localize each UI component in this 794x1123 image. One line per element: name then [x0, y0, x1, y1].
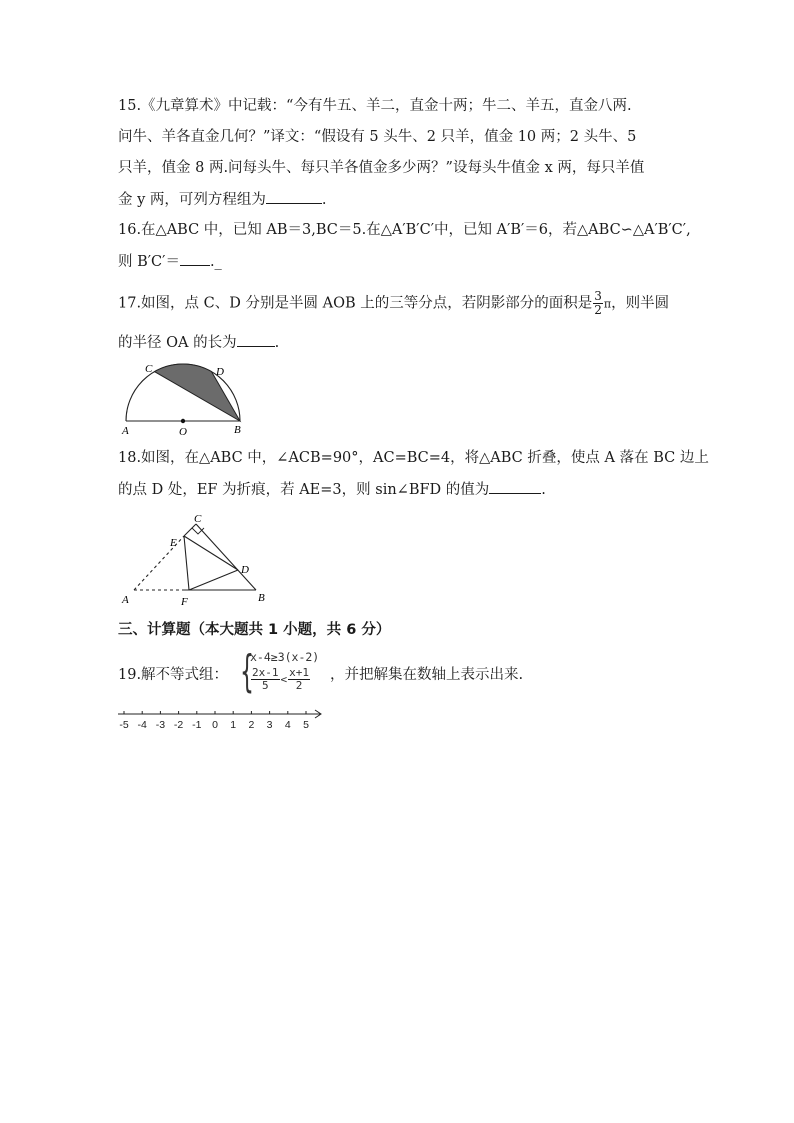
number-line-tick-label: 3	[266, 719, 273, 731]
q18-label-b: B	[258, 592, 265, 604]
q17-line2-end: .	[274, 335, 280, 351]
q17-center-point	[181, 419, 185, 423]
q17-line2	[118, 332, 279, 353]
q19-frac-right	[288, 667, 310, 692]
q15-line4-text: 金 y 两，可列方程组为	[118, 192, 266, 208]
q17-label-d: D	[216, 366, 224, 378]
q15-answer-blank[interactable]	[266, 189, 322, 204]
q17-label-a: A	[122, 425, 129, 437]
number-line-tick-label: -4	[137, 719, 147, 731]
q19-frac-right-den: 2	[295, 679, 303, 692]
q15-line4-end: .	[321, 192, 327, 208]
q17-answer-blank[interactable]	[237, 332, 275, 347]
q17-label-c: C	[145, 363, 153, 375]
q19-inequality-1: x-4≥3(x-2)	[250, 650, 320, 664]
q16-answer-blank[interactable]	[180, 251, 210, 266]
q19-suffix: ，并把解集在数轴上表示出来.	[330, 667, 524, 683]
q19-prefix: 19.解不等式组：	[118, 667, 229, 683]
q15-line4	[118, 189, 327, 210]
q17-pi: π	[603, 297, 612, 311]
q18-line2-text: 的点 D 处，EF 为折痕，若 AE=3，则 sin∠BFD 的值为	[118, 482, 490, 498]
q18-answer-blank[interactable]	[489, 479, 541, 494]
q18-label-e: E	[170, 537, 177, 549]
q18-triangle-figure	[118, 512, 278, 608]
q17-frac-num: 3	[594, 289, 602, 303]
number-line-tick-label: 2	[248, 719, 255, 731]
q18-ef-crease	[184, 536, 189, 590]
q17-semicircle-figure	[118, 362, 248, 438]
q16-line2-end: ._	[209, 254, 222, 270]
q16-line1: 16.在△ABC 中，已知 AB＝3,BC＝5.在△A′B′C′中，已知 A′B′＝6，若△ABC∽△A′B′C′,	[118, 222, 691, 238]
q16-line2-text: 则 B′C′＝	[118, 254, 180, 270]
number-line-tick-label: -2	[173, 719, 184, 731]
q19-less-than: <	[280, 673, 288, 686]
q19-frac-right-num: x+1	[289, 666, 309, 679]
q17-line1-text-b: ，则半圆	[611, 295, 670, 312]
q19-number-line	[114, 708, 326, 734]
q18-line2	[118, 479, 546, 500]
q17-line1-text-a: 17.如图，点 C、D 分别是半圆 AOB 上的三等分点，若阴影部分的面积是	[118, 295, 593, 312]
q19-frac-left	[251, 667, 280, 692]
q15-line1: 15.《九章算术》中记载：“今有牛五、羊二，直金十两；牛二、羊五，直金八两.	[118, 98, 632, 114]
q18-label-f: F	[181, 596, 188, 608]
section3-heading: 三、计算题（本大题共 1 小题，共 6 分）	[118, 622, 391, 638]
q17-shaded-region	[155, 364, 241, 421]
q18-line1: 18.如图，在△ABC 中，∠ACB=90°，AC=BC=4，将△ABC 折叠，使点 A 落在 BC 边上	[118, 450, 709, 466]
number-line-tick-label: -1	[192, 719, 202, 731]
q18-label-a: A	[122, 594, 129, 606]
q17-label-b: B	[234, 424, 241, 436]
q18-line2-end: .	[541, 482, 546, 498]
q15-line2: 问牛、羊各直金几何？”译文：“假设有 5 头牛、2 只羊，值金 10 两；2 头牛、5	[118, 129, 637, 145]
number-line-tick-label: 0	[212, 719, 218, 731]
q17-frac-den: 2	[594, 303, 602, 317]
q17-label-o: O	[179, 426, 187, 438]
q17-area-fraction	[593, 290, 603, 317]
q19-brace: {	[240, 646, 254, 697]
q19-frac-left-den: 5	[261, 679, 269, 692]
number-line-tick-label: -5	[119, 719, 129, 731]
number-line-tick-label: 5	[303, 719, 309, 731]
q18-cb	[196, 524, 256, 590]
number-line-tick-label: 1	[230, 719, 237, 731]
q15-line3: 只羊，值金 8 两.问每头牛、每只羊各值金多少两？”设每头牛值金 x 两，每只羊值	[118, 160, 645, 176]
q16-line2	[118, 251, 222, 272]
q18-label-d: D	[241, 564, 249, 576]
q17-line1	[118, 290, 669, 317]
q18-label-c: C	[194, 513, 202, 525]
q18-fd	[189, 570, 238, 590]
q17-line2-text: 的半径 OA 的长为	[118, 335, 237, 351]
q19-inequality-2	[250, 667, 311, 692]
number-line-tick-label: -3	[155, 719, 166, 731]
number-line-tick-label: 4	[284, 719, 291, 731]
q19-frac-left-num: 2x-1	[252, 666, 279, 679]
q19-inequality-system	[240, 646, 322, 699]
